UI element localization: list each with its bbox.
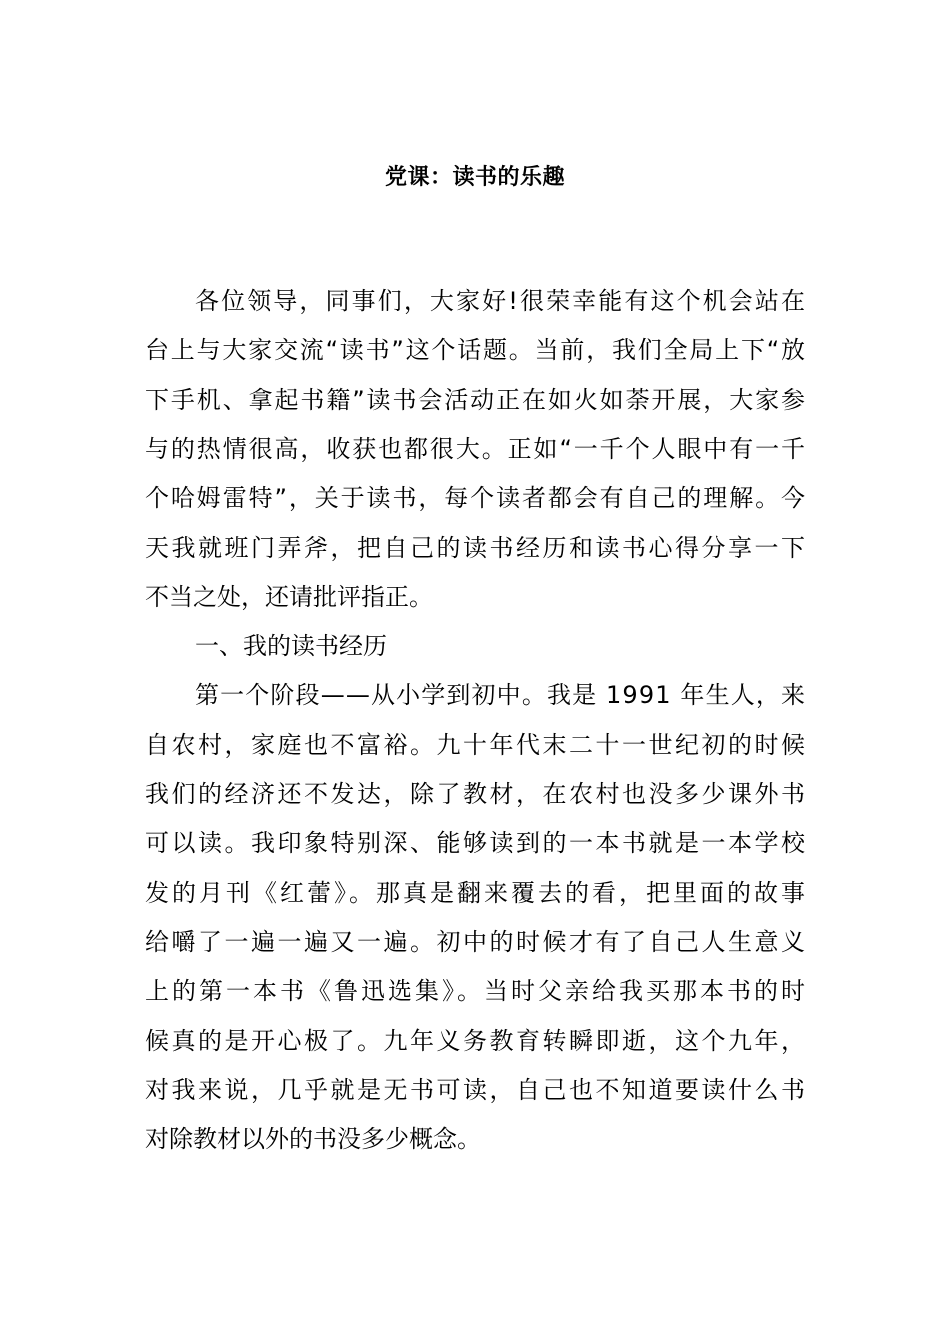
- text-line: 与的热情很高，收获也都很大。正如“一千个人眼中有一千: [145, 434, 807, 463]
- text-line: 给嚼了一遍一遍又一遍。初中的时候才有了自己人生意义: [145, 927, 808, 956]
- text-line: 个哈姆雷特”，关于读书，每个读者都会有自己的理解。今: [145, 484, 807, 513]
- document-title: 党课：读书的乐趣: [384, 165, 565, 190]
- text-line: 下手机、拿起书籍”读书会活动正在如火如荼开展，大家参: [145, 385, 807, 414]
- paragraph-first-line: 第一个阶段——从小学到初中。我是 1991 年生人，来: [195, 681, 807, 710]
- text-line: 对我来说，几乎就是无书可读，自己也不知道要读什么书: [145, 1075, 808, 1104]
- text-line: 可以读。我印象特别深、能够读到的一本书就是一本学校: [145, 829, 808, 858]
- text-line: 上的第一本书《鲁迅选集》。当时父亲给我买那本书的时: [145, 977, 808, 1006]
- text-line: 自农村，家庭也不富裕。九十年代末二十一世纪初的时候: [145, 730, 808, 759]
- text-line: 对除教材以外的书没多少概念。: [145, 1125, 481, 1154]
- text-line: 发的月刊《红蕾》。那真是翻来覆去的看，把里面的故事: [145, 878, 808, 907]
- text-line: 不当之处，还请批评指正。: [145, 582, 433, 611]
- text-line: 台上与大家交流“读书”这个话题。当前，我们全局上下“放: [145, 336, 807, 365]
- text-line: 我们的经济还不发达，除了教材，在农村也没多少课外书: [145, 780, 808, 808]
- text-line: 候真的是开心极了。九年义务教育转瞬即逝，这个九年，: [145, 1026, 808, 1055]
- paragraph-first-line: 一、我的读书经历: [195, 632, 387, 661]
- paragraph-first-line: 各位领导，同事们，大家好!很荣幸能有这个机会站在: [195, 287, 808, 315]
- text-line: 天我就班门弄斧，把自己的读书经历和读书心得分享一下: [145, 533, 808, 562]
